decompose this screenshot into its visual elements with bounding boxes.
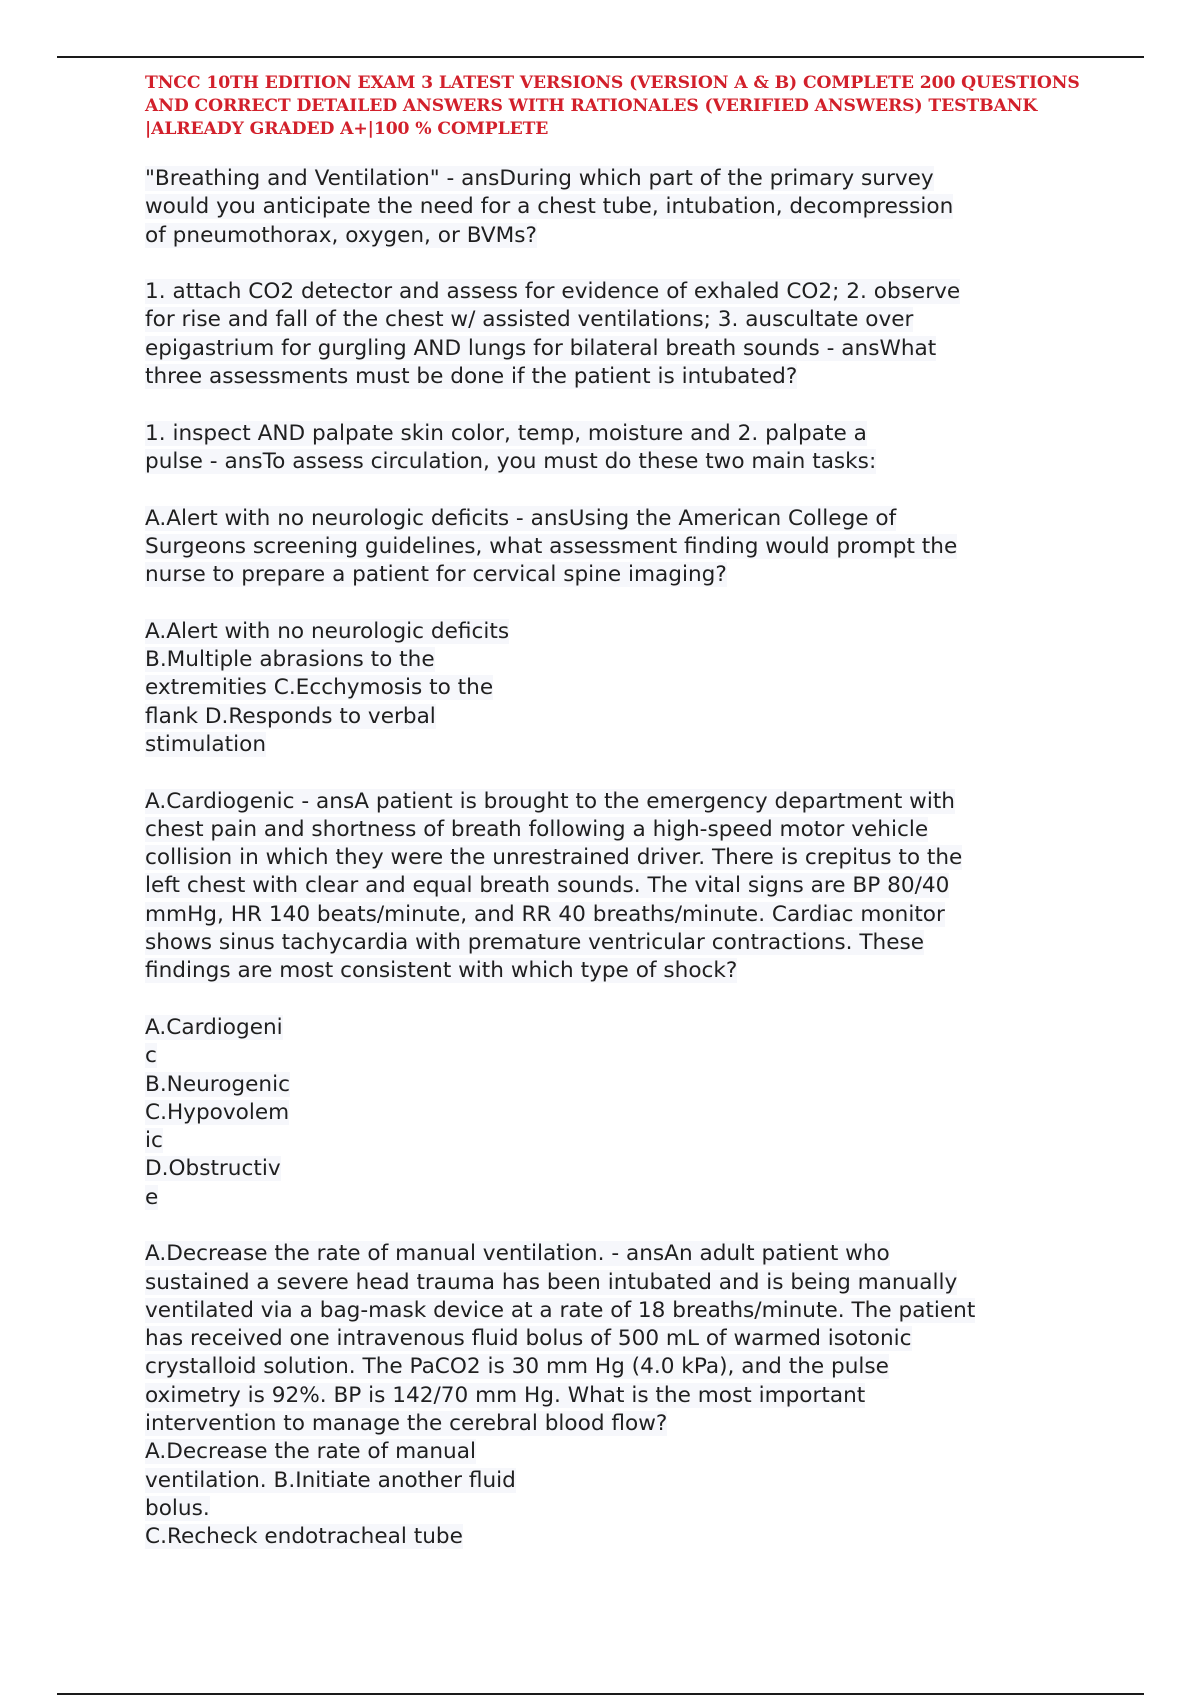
option-line: c <box>145 1043 157 1069</box>
option-line: D.Obstructiv <box>145 1156 281 1182</box>
text-line: Surgeons screening guidelines, what assessment finding would prompt the <box>145 533 958 559</box>
text-line: 1. attach CO2 detector and assess for evidence of exhaled CO2; 2. observe <box>145 279 961 305</box>
option-line: C.Recheck endotracheal tube <box>145 1524 463 1550</box>
text-line: sustained a severe head trauma has been intubated and is being manually <box>145 1269 958 1295</box>
option-line: flank D.Responds to verbal <box>145 703 436 729</box>
document-title <box>145 72 1080 141</box>
option-line: A.Alert with no neurologic deficits <box>145 618 510 644</box>
title-line: TNCC 10TH EDITION EXAM 3 LATEST VERSIONS (VERSION A & B) COMPLETE 200 QUESTIONS <box>145 73 1080 93</box>
text-line: A.Alert with no neurologic deficits - ansUsing the American College of <box>145 505 897 531</box>
options-block-shock-type <box>145 1014 1105 1212</box>
text-line: ventilated via a bag-mask device at a rate of 18 breaths/minute. The patient <box>145 1297 976 1323</box>
text-line: for rise and fall of the chest w/ assisted ventilations; 3. auscultate over <box>145 307 914 333</box>
text-line: A.Decrease the rate of manual ventilation. - ansAn adult patient who <box>145 1241 890 1267</box>
option-line: A.Cardiogeni <box>145 1014 283 1040</box>
text-line: pulse - ansTo assess circulation, you must do these two main tasks: <box>145 448 877 474</box>
option-line: A.Decrease the rate of manual <box>145 1439 476 1465</box>
text-line: chest pain and shortness of breath following a high-speed motor vehicle <box>145 816 929 842</box>
option-line: stimulation <box>145 731 267 757</box>
title-line: |ALREADY GRADED A+|100 % COMPLETE <box>145 119 549 139</box>
qa-block-shock-type <box>145 788 1105 986</box>
text-line: findings are most consistent with which type of shock? <box>145 958 738 984</box>
option-line: C.Hypovolem <box>145 1099 290 1125</box>
text-line: would you anticipate the need for a chest tube, intubation, decompression <box>145 194 954 220</box>
text-line: crystalloid solution. The PaCO2 is 30 mm Hg (4.0 kPa), and the pulse <box>145 1354 889 1380</box>
text-line: oximetry is 92%. BP is 142/70 mm Hg. What is the most important <box>145 1382 866 1408</box>
text-line: of pneumothorax, oxygen, or BVMs? <box>145 222 537 248</box>
qa-block-head-trauma <box>145 1240 1105 1551</box>
text-line: shows sinus tachycardia with premature ventricular contractions. These <box>145 930 925 956</box>
text-line: three assessments must be done if the patient is intubated? <box>145 364 798 390</box>
text-line: collision in which they were the unrestrained driver. There is crepitus to the <box>145 845 963 871</box>
text-line: epigastrium for gurgling AND lungs for bilateral breath sounds - ansWhat <box>145 335 937 361</box>
options-block-cervical-spine <box>145 618 1105 759</box>
option-line: extremities C.Ecchymosis to the <box>145 675 494 701</box>
qa-block-intubation-assessments <box>145 278 1105 391</box>
text-line: intervention to manage the cerebral blood flow? <box>145 1411 668 1437</box>
option-line: e <box>145 1184 159 1210</box>
document-body <box>145 165 1105 1580</box>
text-line: A.Cardiogenic - ansA patient is brought to the emergency department with <box>145 788 955 814</box>
qa-block-cervical-spine <box>145 505 1105 590</box>
text-line: "Breathing and Ventilation" - ansDuring which part of the primary survey <box>145 166 934 191</box>
text-line: 1. inspect AND palpate skin color, temp, moisture and 2. palpate a <box>145 420 867 446</box>
top-rule <box>57 56 1144 58</box>
option-line: B.Neurogenic <box>145 1071 290 1097</box>
qa-block-circulation <box>145 420 1105 477</box>
qa-block-breathing-ventilation <box>145 165 1105 250</box>
option-line: ventilation. B.Initiate another fluid <box>145 1467 516 1493</box>
option-line: ic <box>145 1128 163 1154</box>
text-line: mmHg, HR 140 beats/minute, and RR 40 breaths/minute. Cardiac monitor <box>145 901 945 927</box>
title-line: AND CORRECT DETAILED ANSWERS WITH RATIONALES (VERIFIED ANSWERS) TESTBANK <box>145 96 1038 116</box>
text-line: has received one intravenous fluid bolus of 500 mL of warmed isotonic <box>145 1326 912 1352</box>
bottom-rule <box>57 1693 1144 1695</box>
option-line: bolus. <box>145 1495 210 1521</box>
text-line: nurse to prepare a patient for cervical spine imaging? <box>145 562 727 588</box>
option-line: B.Multiple abrasions to the <box>145 647 435 673</box>
text-line: left chest with clear and equal breath sounds. The vital signs are BP 80/40 <box>145 873 950 899</box>
